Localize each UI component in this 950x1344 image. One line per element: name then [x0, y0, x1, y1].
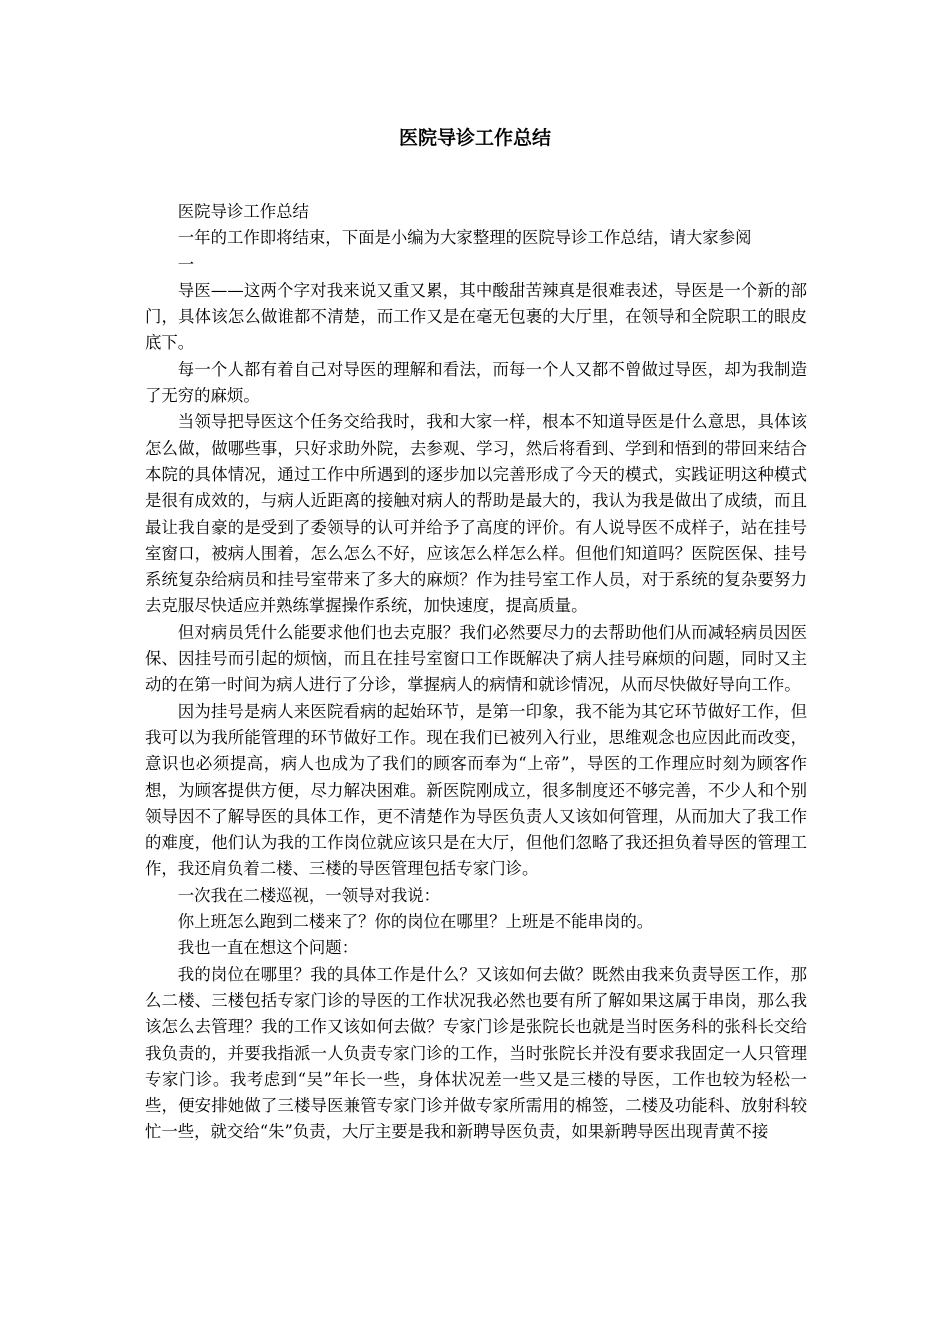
paragraph-intro: 一年的工作即将结束，下面是小编为大家整理的医院导诊工作总结，请大家参阅: [177, 228, 752, 248]
paragraph: 导医——这两个字对我来说又重又累，其中酸甜苦辣真是很难表述，导医是一个新的部门，具体该怎么做谁都不清楚，而工作又是在毫无包裹的大厅里，在领导和全院职工的眼皮底下。: [145, 280, 807, 353]
paragraph: 因为挂号是病人来医院看病的起始环节，是第一印象，我不能为其它环节做好工作，但我可以为我所能管理的环节做好工作。现在我们已被列入行业，思维观念也应因此而改变，意识也必须提高，病人也成为了我们的顾客而奉为“上帝”，导医的工作理应时刻为顾客作想，为顾客提供方便，尽力解决困难。新医院刚成立，很多制度还不够完善，不少人和个别领导因不了解导医的具体工作，更不清楚作为导医负责人又该如何管理，从而加大了我工作的难度，他们认为我的工作岗位就应该只是在大厅，但他们忽略了我还担负着导医的管理工作，我还肩负着二楼、三楼的导医管理包括专家门诊。: [145, 701, 807, 879]
paragraph-heading-repeat: 医院导诊工作总结: [177, 202, 309, 221]
paragraph: 我也一直在想这个问题：: [177, 938, 359, 958]
paragraph: 但对病员凭什么能要求他们也去克服？我们必然要尽力的去帮助他们从而减轻病员因医保、因挂号而引起的烦恼，而且在挂号室窗口工作既解决了病人挂号麻烦的问题，同时又主动的在第一时间为病人进行了分诊，掌握病人的病情和就诊情况，从而尽快做好导向工作。: [145, 622, 807, 695]
paragraph: 我的岗位在哪里？我的具体工作是什么？又该如何去做？既然由我来负责导医工作，那么二楼、三楼包括专家门诊的导医的工作状况我必然也要有所了解如果这属于串岗，那么我该怎么去管理？我的工作又该如何去做？专家门诊是张院长也就是当时医务科的张科长交给我负责的，并要我指派一人负责专家门诊的工作，当时张院长并没有要求我固定一人只管理专家门诊。我考虑到“吴”年长一些，身体状况差一些又是三楼的导医，工作也较为轻松一些，便安排她做了三楼导医兼管专家门诊并做专家所需用的棉签，二楼及功能科、放射科较忙一些，就交给“朱”负责，大厅主要是我和新聘导医负责，如果新聘导医出现青黄不接: [145, 964, 807, 1142]
paragraph: 当领导把导医这个任务交给我时，我和大家一样，根本不知道导医是什么意思，具体该怎么做，做哪些事，只好求助外院，去参观、学习，然后将看到、学到和悟到的带回来结合本院的具体情况，通过工作中所遇到的逐步加以完善形成了今天的模式，实践证明这种模式是很有成效的，与病人近距离的接触对病人的帮助是最大的，我认为我是做出了成绩，而且最让我自豪的是受到了委领导的认可并给予了高度的评价。有人说导医不成样子，站在挂号室窗口，被病人围着，怎么怎么不好，应该怎么样怎么样。但他们知道吗？医院医保、挂号系统复杂给病员和挂号室带来了多大的麻烦？作为挂号室工作人员，对于系统的复杂要努力去克服尽快适应并熟练掌握操作系统，加快速度，提高质量。: [145, 412, 807, 616]
paragraph-section-number: 一: [177, 254, 195, 274]
document-title: 医院导诊工作总结: [398, 127, 551, 149]
paragraph-quote: 你上班怎么跑到二楼来了？你的岗位在哪里？上班是不能串岗的。: [177, 912, 654, 932]
paragraph: 一次我在二楼巡视，一领导对我说：: [177, 885, 441, 905]
paragraph: 每一个人都有着自己对导医的理解和看法，而每一个人又都不曾做过导医，却为我制造了无穷的麻烦。: [145, 359, 807, 406]
document-body: [145, 199, 807, 1146]
